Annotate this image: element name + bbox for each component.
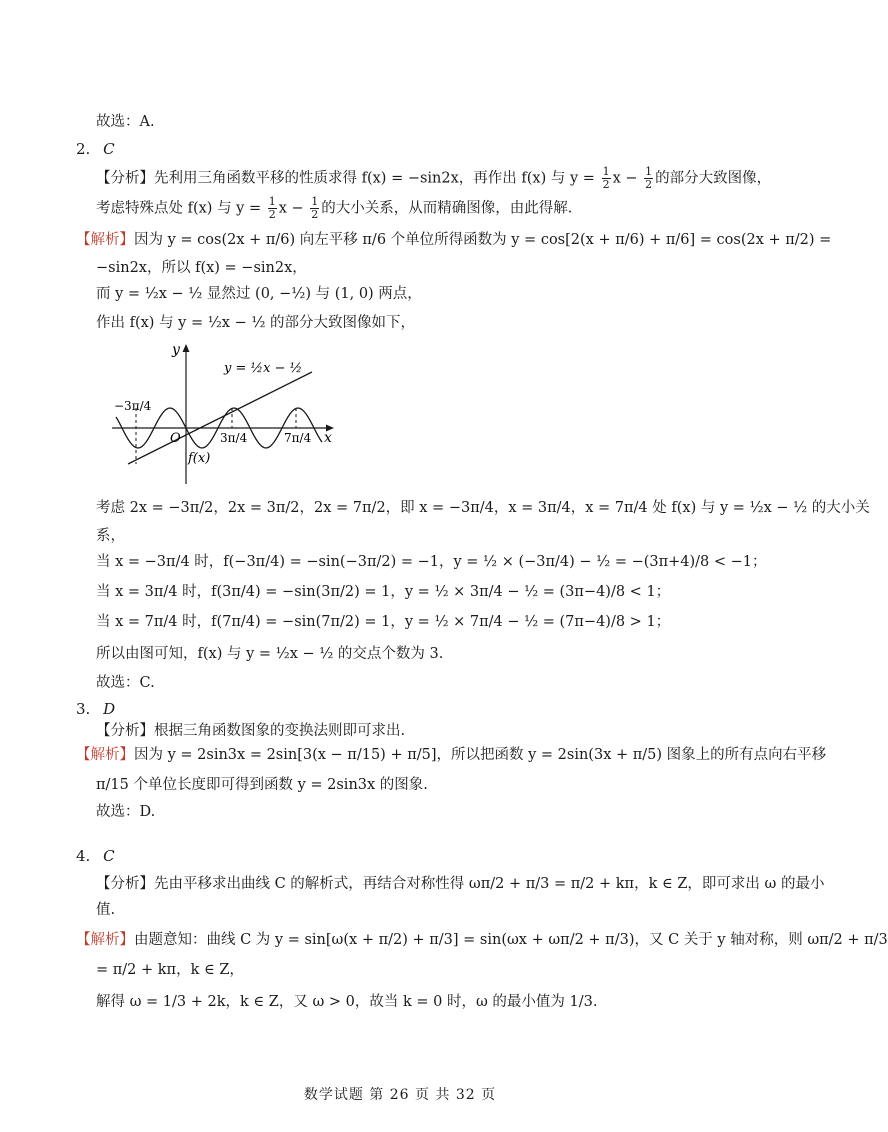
q2-solution-line-6: 系， <box>96 528 125 544</box>
q2-number: 2. <box>76 140 91 158</box>
q4-solution-line-1 <box>76 930 888 950</box>
q2-analysis-text-2c: 的大小关系，从而精确图像，由此得解. <box>321 200 573 217</box>
q2-solution-line-1 <box>76 230 831 250</box>
q3-choice: 故选：D. <box>96 804 156 820</box>
fraction-half: $\frac{1}{2}$ <box>602 165 610 191</box>
q3-solution-text-1: 因为 y = 2sin3x = 2sin[3(x − π/15) + π/5]，所以把函数 y = 2sin(3x + π/5) 图象上的所有点向右平移 <box>134 747 827 763</box>
fraction-half: $\frac{1}{2}$ <box>311 195 319 221</box>
q2-solution-text-1: 因为 y = cos(2x + π/6) 向左平移 π/6 个单位所得函数为 y = cos[2(x + π/6) + π/6] = cos(2x + π/2) = <box>134 232 832 248</box>
q1-choice: 故选：A. <box>96 114 155 130</box>
q2-header <box>76 139 115 159</box>
q3-solution-tag: 【解析】 <box>76 747 134 763</box>
fraction-half: $\frac{1}{2}$ <box>645 165 653 191</box>
q2-analysis-text-c: 的部分大致图像， <box>655 170 772 187</box>
line-label: y = ½x − ½ <box>224 361 303 376</box>
q2-analysis-line-1 <box>96 166 771 191</box>
origin-label: O <box>170 431 181 446</box>
q2-solution-line-7: 当 x = −3π/4 时，f(−3π/4) = −sin(−3π/2) = −1，y = ½ × (−3π/4) − ½ = −(3π+4)/8 < −1； <box>96 554 767 570</box>
q4-header <box>76 846 115 866</box>
tick-label-1: 3π/4 <box>220 431 248 445</box>
q2-analysis-line-2 <box>96 196 572 221</box>
q4-solution-text-1: 由题意知：曲线 C 为 y = sin[ω(x + π/2) + π/3] = sin(ωx + ωπ/2 + π/3)，又 C 关于 y 轴对称，则 ωπ/2 + π/3 <box>134 932 888 948</box>
q3-analysis: 【分析】根据三角函数图象的变换法则即可求出. <box>96 723 406 739</box>
q4-analysis-line-1: 【分析】先由平移求出曲线 C 的解析式，再结合对称性得 ωπ/2 + π/3 = π/2 + kπ，k ∈ Z，即可求出 ω 的最小 <box>96 876 825 892</box>
q3-header <box>76 699 115 719</box>
y-axis-arrow-icon <box>183 344 190 352</box>
q2-solution-line-10: 所以由图可知，f(x) 与 y = ½x − ½ 的交点个数为 3. <box>96 646 444 662</box>
q4-analysis-line-2: 值. <box>96 902 116 918</box>
q4-solution-line-2: = π/2 + kπ，k ∈ Z， <box>96 962 244 978</box>
q3-solution-line-1 <box>76 745 826 765</box>
tick-label-neg: −3π/4 <box>114 399 152 413</box>
q2-solution-line-9: 当 x = 7π/4 时，f(7π/4) = −sin(7π/2) = 1，y = ½ × 7π/4 − ½ = (7π−4)/8 > 1； <box>96 614 671 630</box>
page-footer: 数学试题 第 26 页 共 32 页 <box>303 1087 497 1103</box>
tick-label-2: 7π/4 <box>284 431 312 445</box>
q3-solution-line-2: π/15 个单位长度即可得到函数 y = 2sin3x 的图象. <box>96 777 428 793</box>
q2-analysis-text-2b: x − <box>278 200 304 217</box>
q2-analysis-tag: 【分析】 <box>96 170 154 187</box>
line-y <box>128 372 312 464</box>
q2-solution-line-3: 而 y = ½x − ½ 显然过 (0, −½) 与 (1, 0) 两点， <box>96 286 422 302</box>
q3-number: 3. <box>76 700 91 718</box>
q4-solution-tag: 【解析】 <box>76 932 134 948</box>
q2-solution-tag: 【解析】 <box>76 232 134 248</box>
q2-answer: C <box>103 140 115 158</box>
q2-function-graph <box>108 338 348 488</box>
q2-solution-line-2: −sin2x，所以 f(x) = −sin2x， <box>96 260 307 276</box>
q4-number: 4. <box>76 847 91 865</box>
y-axis-label: y <box>172 342 180 358</box>
q2-solution-line-8: 当 x = 3π/4 时，f(3π/4) = −sin(3π/2) = 1，y = ½ × 3π/4 − ½ = (3π−4)/8 < 1； <box>96 584 671 600</box>
q2-analysis-text-b: x − <box>612 170 638 187</box>
fraction-half: $\frac{1}{2}$ <box>268 195 276 221</box>
q2-solution-line-5: 考虑 2x = −3π/2，2x = 3π/2，2x = 7π/2，即 x = −3π/4，x = 3π/4，x = 7π/4 处 f(x) 与 y = ½x − ½ 的大小关 <box>96 500 870 516</box>
curve-label: f(x) <box>188 451 211 466</box>
q4-solution-line-3: 解得 ω = 1/3 + 2k，k ∈ Z，又 ω > 0，故当 k = 0 时，ω 的最小值为 1/3. <box>96 994 598 1010</box>
q2-analysis-text-2a: 考虑特殊点处 f(x) 与 y = <box>96 200 262 217</box>
q3-answer: D <box>103 700 116 718</box>
x-axis-label: x <box>324 430 332 446</box>
q4-answer: C <box>103 847 115 865</box>
q2-choice: 故选：C. <box>96 675 155 691</box>
q2-analysis-text-a: 先利用三角函数平移的性质求得 f(x) = −sin2x，再作出 f(x) 与 y = <box>154 170 595 187</box>
q2-solution-line-4: 作出 f(x) 与 y = ½x − ½ 的部分大致图像如下， <box>96 315 416 331</box>
